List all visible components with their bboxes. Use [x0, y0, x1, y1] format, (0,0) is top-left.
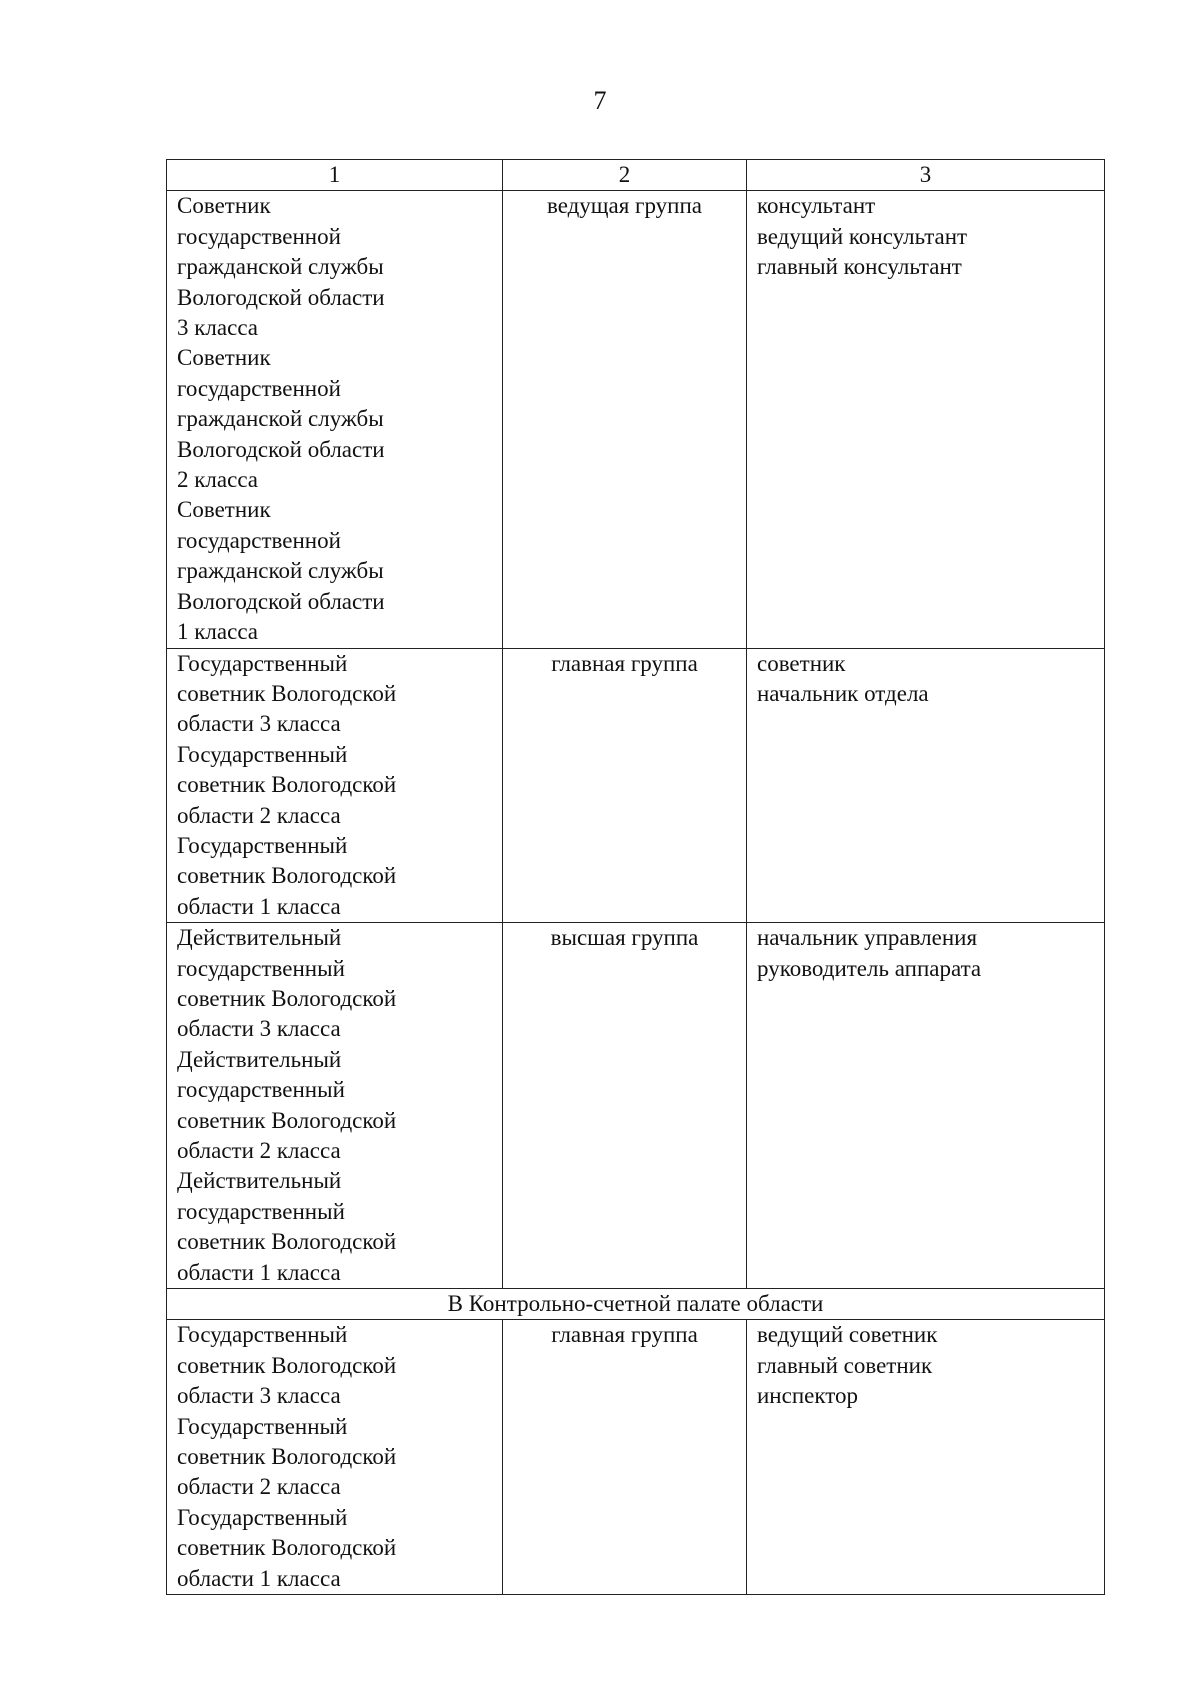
- class-rank-line: гражданской службы: [177, 558, 384, 584]
- position-line: инспектор: [757, 1383, 858, 1409]
- class-rank-cell: [167, 648, 503, 923]
- class-rank-line: советник Вологодской: [177, 1444, 397, 1470]
- table-row: [167, 191, 1105, 648]
- positions-cell: [747, 648, 1105, 923]
- class-rank-line: 2 класса: [177, 467, 259, 493]
- position-line: главный консультант: [757, 254, 962, 280]
- section-row: [167, 1289, 1105, 1320]
- class-rank-line: советник Вологодской: [177, 1535, 397, 1561]
- table-header-row: [167, 160, 1105, 191]
- class-rank-line: Государственный: [177, 1413, 348, 1439]
- class-rank-line: советник Вологодской: [177, 772, 397, 798]
- class-rank-line: области 3 класса: [177, 1383, 341, 1409]
- column-header: 3: [747, 160, 1105, 191]
- class-rank-line: государственный: [177, 1198, 345, 1224]
- class-rank-line: Действительный: [177, 925, 342, 951]
- page-number: 7: [593, 86, 607, 115]
- class-rank-line: области 3 класса: [177, 711, 341, 737]
- position-group-cell: ведущая группа: [503, 191, 747, 648]
- position-group-cell: главная группа: [503, 648, 747, 923]
- class-rank-cell: [167, 923, 503, 1289]
- class-rank-line: Государственный: [177, 1322, 348, 1348]
- class-rank-line: советник Вологодской: [177, 1107, 397, 1133]
- class-rank-line: государственной: [177, 527, 341, 553]
- class-rank-line: советник Вологодской: [177, 985, 397, 1011]
- class-rank-line: Государственный: [177, 741, 348, 767]
- class-rank-line: Вологодской области: [177, 588, 385, 614]
- class-rank-line: советник Вологодской: [177, 1352, 397, 1378]
- class-rank-line: Советник: [177, 497, 271, 523]
- class-rank-line: Государственный: [177, 1504, 348, 1530]
- position-line: руководитель аппарата: [757, 955, 982, 981]
- class-rank-line: советник Вологодской: [177, 863, 397, 889]
- class-rank-line: Советник: [177, 345, 271, 371]
- class-rank-line: государственный: [177, 1077, 345, 1103]
- class-rank-line: гражданской службы: [177, 254, 384, 280]
- class-rank-line: области 2 класса: [177, 1474, 341, 1500]
- column-header: 2: [503, 160, 747, 191]
- class-rank-line: советник Вологодской: [177, 680, 397, 706]
- position-line: начальник отдела: [757, 680, 929, 706]
- class-rank-line: советник Вологодской: [177, 1229, 397, 1255]
- position-line: советник: [757, 650, 846, 676]
- position-line: ведущий консультант: [757, 223, 968, 249]
- class-rank-line: области 1 класса: [177, 1565, 341, 1591]
- class-rank-line: области 1 класса: [177, 893, 341, 919]
- class-rank-line: 3 класса: [177, 315, 259, 341]
- class-rank-line: Государственный: [177, 650, 348, 676]
- column-header: 1: [167, 160, 503, 191]
- table-row: [167, 923, 1105, 1289]
- position-group-cell: главная группа: [503, 1320, 747, 1595]
- positions-cell: [747, 923, 1105, 1289]
- position-line: ведущий советник: [757, 1322, 938, 1348]
- class-rank-line: области 1 класса: [177, 1259, 341, 1285]
- class-rank-line: государственной: [177, 223, 341, 249]
- class-rank-line: государственной: [177, 375, 341, 401]
- class-rank-line: Действительный: [177, 1046, 342, 1072]
- position-line: главный советник: [757, 1352, 933, 1378]
- position-line: начальник управления: [757, 925, 978, 951]
- class-rank-line: Действительный: [177, 1168, 342, 1194]
- table-row: [167, 1320, 1105, 1595]
- section-title: В Контрольно-счетной палате области: [167, 1289, 1105, 1320]
- class-rank-line: Вологодской области: [177, 436, 385, 462]
- classification-table: [166, 159, 1105, 1595]
- class-rank-line: Советник: [177, 193, 271, 219]
- position-line: консультант: [757, 193, 876, 219]
- table-row: [167, 648, 1105, 923]
- class-rank-cell: [167, 1320, 503, 1595]
- class-rank-line: Государственный: [177, 832, 348, 858]
- class-rank-line: государственный: [177, 955, 345, 981]
- positions-cell: [747, 191, 1105, 648]
- class-rank-line: 1 класса: [177, 619, 259, 645]
- class-rank-line: Вологодской области: [177, 284, 385, 310]
- position-group-cell: высшая группа: [503, 923, 747, 1289]
- class-rank-line: области 3 класса: [177, 1016, 341, 1042]
- positions-cell: [747, 1320, 1105, 1595]
- class-rank-line: гражданской службы: [177, 406, 384, 432]
- class-rank-line: области 2 класса: [177, 802, 341, 828]
- class-rank-cell: [167, 191, 503, 648]
- class-rank-line: области 2 класса: [177, 1138, 341, 1163]
